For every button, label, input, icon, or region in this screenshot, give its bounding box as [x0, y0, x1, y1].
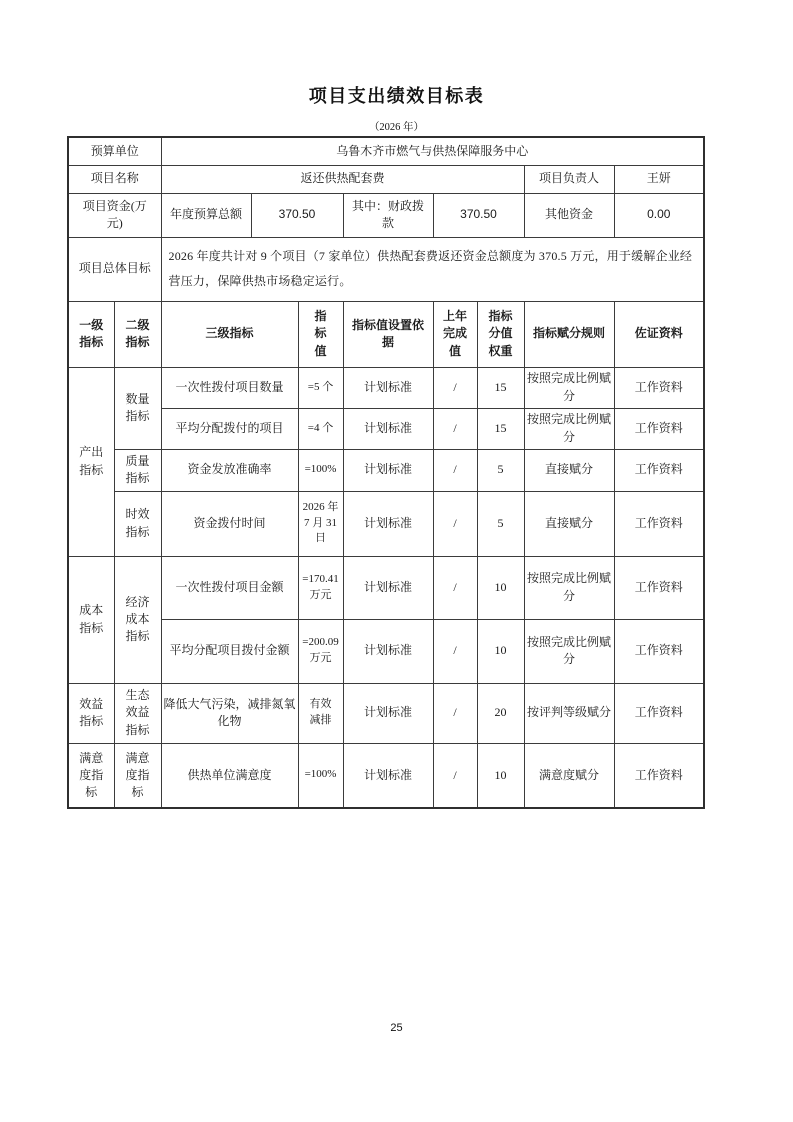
basis-cell: 计划标准	[343, 491, 433, 556]
level3-indicator-cell: 供热单位满意度	[161, 743, 298, 808]
page-title: 项目支出绩效目标表	[308, 86, 485, 106]
evidence-cell: 工作资料	[614, 556, 704, 619]
page-subtitle: （2026 年）	[368, 122, 425, 133]
performance-target-table	[67, 136, 705, 809]
weight-cell: 10	[477, 556, 524, 619]
header-rule: 指标赋分规则	[524, 301, 614, 367]
indicator-value-cell: 2026 年 7 月 31 日	[298, 491, 343, 556]
indicator-value-cell: 有效减排	[298, 683, 343, 743]
rule-cell: 按照完成比例赋分	[524, 556, 614, 619]
indicator-row	[68, 408, 704, 449]
level2-indicator-cell: 满意度指标	[114, 743, 161, 808]
fiscal-allocation-value: 370.50	[433, 193, 524, 237]
rule-cell: 直接赋分	[524, 449, 614, 491]
level2-indicator-cell: 经济成本指标	[114, 556, 161, 683]
weight-cell: 10	[477, 619, 524, 683]
level3-indicator-cell: 一次性拨付项目金额	[161, 556, 298, 619]
fiscal-allocation-label: 其中：财政拨款	[343, 193, 433, 237]
project-leader-value: 王妍	[614, 165, 704, 193]
rule-cell: 按照完成比例赋分	[524, 408, 614, 449]
weight-cell: 15	[477, 408, 524, 449]
prev-year-cell: /	[433, 683, 477, 743]
rule-cell: 按照完成比例赋分	[524, 619, 614, 683]
indicator-row	[68, 683, 704, 743]
level3-indicator-cell: 资金拨付时间	[161, 491, 298, 556]
prev-year-cell: /	[433, 367, 477, 408]
evidence-cell: 工作资料	[614, 449, 704, 491]
weight-cell: 15	[477, 367, 524, 408]
indicator-row	[68, 367, 704, 408]
level3-indicator-cell: 平均分配项目拨付金额	[161, 619, 298, 683]
header-weight: 指标分值权重	[477, 301, 524, 367]
weight-cell: 5	[477, 491, 524, 556]
prev-year-cell: /	[433, 408, 477, 449]
prev-year-cell: /	[433, 743, 477, 808]
basis-cell: 计划标准	[343, 556, 433, 619]
basis-cell: 计划标准	[343, 367, 433, 408]
overall-goal-row	[68, 237, 704, 301]
prev-year-cell: /	[433, 619, 477, 683]
rule-cell: 满意度赋分	[524, 743, 614, 808]
prev-year-cell: /	[433, 449, 477, 491]
project-name-row	[68, 165, 704, 193]
overall-goal-label: 项目总体目标	[68, 237, 161, 301]
project-name-value: 返还供热配套费	[161, 165, 524, 193]
prev-year-cell: /	[433, 556, 477, 619]
other-funds-label: 其他资金	[524, 193, 614, 237]
indicator-value-cell: =5 个	[298, 367, 343, 408]
weight-cell: 5	[477, 449, 524, 491]
rule-cell: 按照完成比例赋分	[524, 367, 614, 408]
indicator-value-cell: =100%	[298, 449, 343, 491]
page-number: 25	[390, 1022, 403, 1034]
basis-cell: 计划标准	[343, 743, 433, 808]
indicator-row	[68, 491, 704, 556]
annual-budget-value: 370.50	[251, 193, 343, 237]
header-value: 指标值	[298, 301, 343, 367]
level2-indicator-cell: 时效指标	[114, 491, 161, 556]
basis-cell: 计划标准	[343, 683, 433, 743]
level1-indicator-cell: 效益指标	[68, 683, 114, 743]
basis-cell: 计划标准	[343, 408, 433, 449]
overall-goal-value: 2026 年度共计对 9 个项目（7 家单位）供热配套费返还资金总额度为 370.5 万元，用于缓解企业经营压力，保障供热市场稳定运行。	[161, 237, 704, 301]
header-level3: 三级指标	[161, 301, 298, 367]
level3-indicator-cell: 一次性拨付项目数量	[161, 367, 298, 408]
indicator-value-cell: =4 个	[298, 408, 343, 449]
budget-unit-label: 预算单位	[68, 137, 161, 165]
budget-unit-value: 乌鲁木齐市燃气与供热保障服务中心	[161, 137, 704, 165]
indicator-header-row	[68, 301, 704, 367]
annual-budget-label: 年度预算总额	[161, 193, 251, 237]
evidence-cell: 工作资料	[614, 367, 704, 408]
level2-indicator-cell: 数量指标	[114, 367, 161, 449]
rule-cell: 直接赋分	[524, 491, 614, 556]
evidence-cell: 工作资料	[614, 408, 704, 449]
evidence-cell: 工作资料	[614, 683, 704, 743]
budget-unit-row	[68, 137, 704, 165]
weight-cell: 20	[477, 683, 524, 743]
weight-cell: 10	[477, 743, 524, 808]
indicator-row	[68, 619, 704, 683]
indicator-value-cell: =170.41 万元	[298, 556, 343, 619]
indicator-row	[68, 449, 704, 491]
header-level2: 二级指标	[114, 301, 161, 367]
prev-year-cell: /	[433, 491, 477, 556]
project-funds-row	[68, 193, 704, 237]
level1-indicator-cell: 产出指标	[68, 367, 114, 556]
other-funds-value: 0.00	[614, 193, 704, 237]
project-name-label: 项目名称	[68, 165, 161, 193]
indicator-row	[68, 556, 704, 619]
indicator-row	[68, 743, 704, 808]
level2-indicator-cell: 生态效益指标	[114, 683, 161, 743]
basis-cell: 计划标准	[343, 619, 433, 683]
rule-cell: 按评判等级赋分	[524, 683, 614, 743]
level2-indicator-cell: 质量指标	[114, 449, 161, 491]
header-prev-year: 上年完成值	[433, 301, 477, 367]
level3-indicator-cell: 降低大气污染，减排氮氧化物	[161, 683, 298, 743]
evidence-cell: 工作资料	[614, 743, 704, 808]
evidence-cell: 工作资料	[614, 619, 704, 683]
level1-indicator-cell: 满意度指标	[68, 743, 114, 808]
project-funds-label: 项目资金(万元)	[68, 193, 161, 237]
basis-cell: 计划标准	[343, 449, 433, 491]
evidence-cell: 工作资料	[614, 491, 704, 556]
header-evidence: 佐证资料	[614, 301, 704, 367]
header-level1: 一级指标	[68, 301, 114, 367]
level3-indicator-cell: 资金发放准确率	[161, 449, 298, 491]
level3-indicator-cell: 平均分配拨付的项目	[161, 408, 298, 449]
indicator-value-cell: =200.09 万元	[298, 619, 343, 683]
header-basis: 指标值设置依据	[343, 301, 433, 367]
project-leader-label: 项目负责人	[524, 165, 614, 193]
indicator-value-cell: =100%	[298, 743, 343, 808]
level1-indicator-cell: 成本指标	[68, 556, 114, 683]
